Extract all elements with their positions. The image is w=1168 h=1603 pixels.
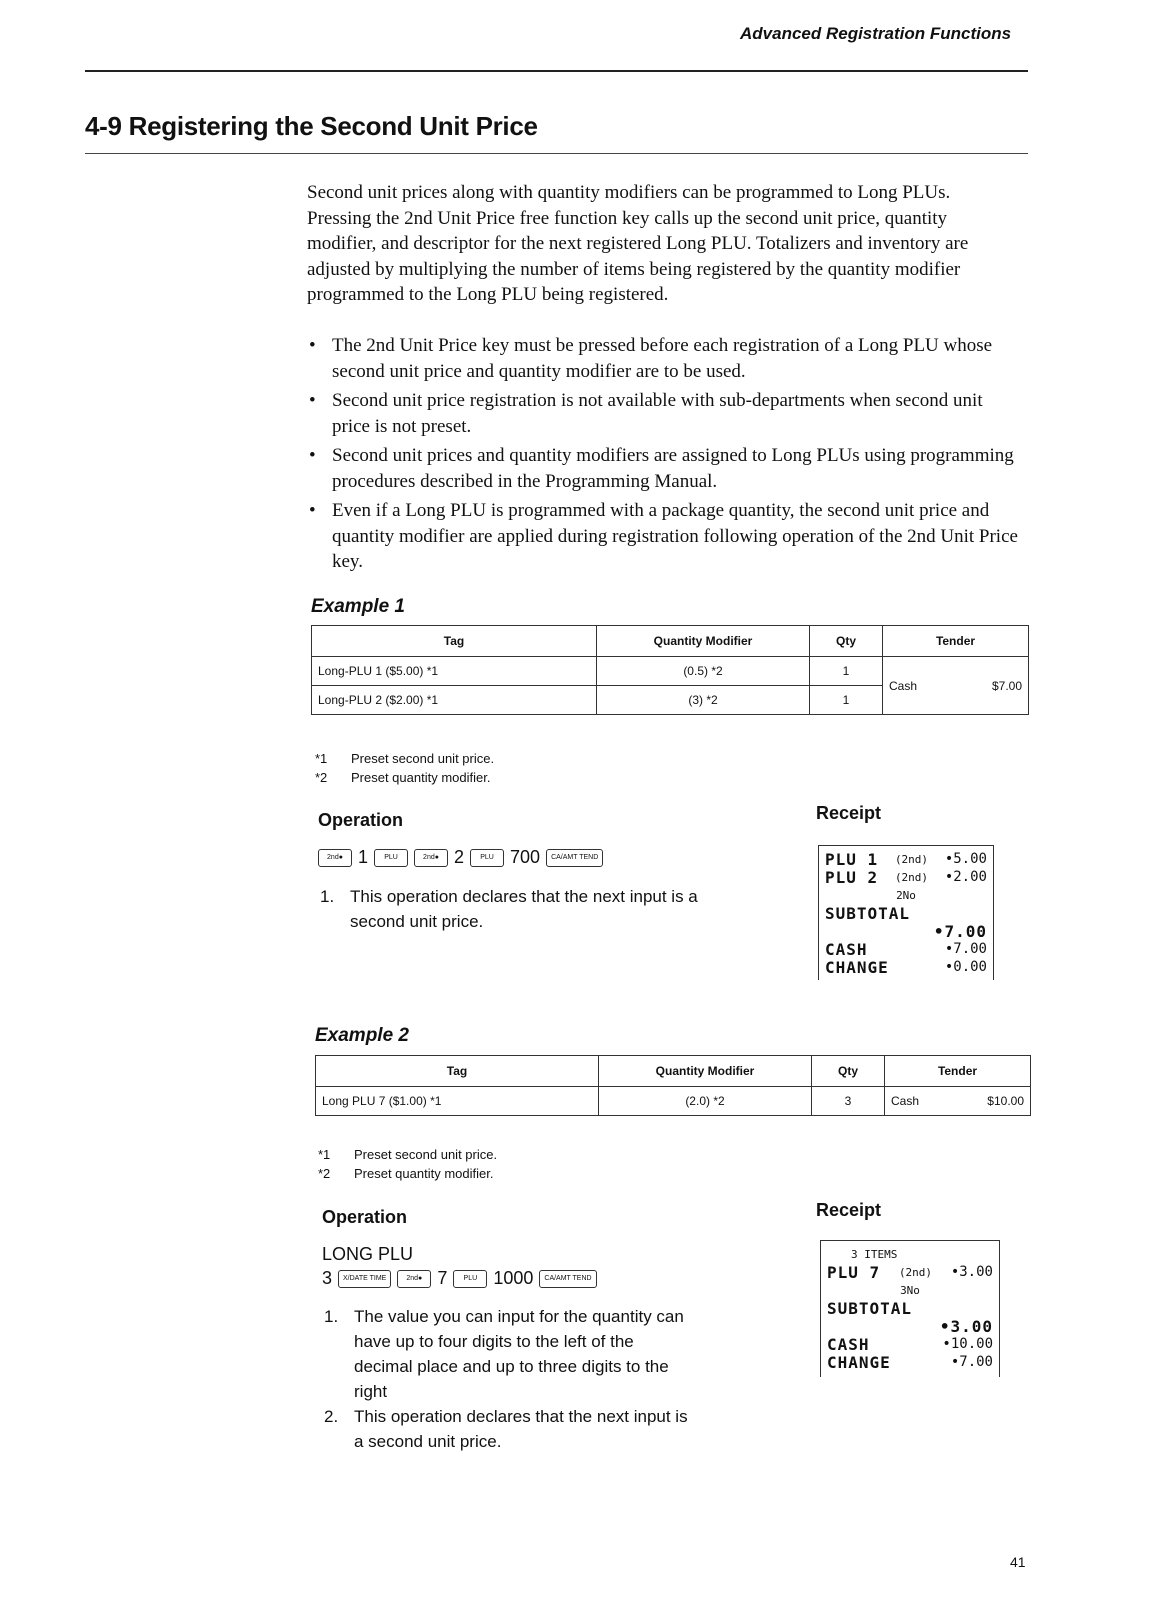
receipt-line: CHANGE •0.00 bbox=[825, 957, 987, 977]
col-quantity-modifier: Quantity Modifier bbox=[599, 1056, 812, 1087]
tender-type: Cash bbox=[889, 678, 918, 693]
receipt-line: SUBTOTAL bbox=[827, 1298, 913, 1318]
quantity-multiply-key: X/DATE TIME bbox=[338, 1270, 391, 1288]
page-number: 41 bbox=[1010, 1554, 1026, 1570]
tender-amount: $7.00 bbox=[991, 678, 1022, 693]
receipt-line: 2No bbox=[896, 888, 916, 902]
cell-tag: Long PLU 7 ($1.00) *1 bbox=[316, 1087, 599, 1116]
example-1-table bbox=[311, 625, 1029, 715]
cell-qm: (0.5) *2 bbox=[597, 657, 810, 686]
tender-type: Cash bbox=[891, 1094, 920, 1108]
second-unit-price-key: 2nd● bbox=[414, 849, 448, 867]
example-2-receipt-label: Receipt bbox=[816, 1200, 882, 1220]
plu-key: PLU bbox=[374, 849, 408, 867]
receipt-line: 3 ITEMS bbox=[851, 1247, 898, 1261]
cash-amount-tendered-key: CA/AMT TEND bbox=[539, 1270, 596, 1288]
example-2-notes bbox=[324, 1304, 694, 1454]
example-2-operation-label: Operation bbox=[322, 1207, 408, 1227]
footnote: *2 Preset quantity modifier. bbox=[315, 770, 491, 785]
receipt-line: CASH •7.00 bbox=[825, 939, 987, 959]
bullet-item: • The 2nd Unit Price key must be pressed before each registration of a Long PLU whose second unit price and quantity modifier are to be used. bbox=[307, 333, 1019, 384]
example-1-footnotes bbox=[315, 749, 494, 787]
example-1-key-sequence: 2nd● 1 PLU 2nd● 2 PLU 700 CA/AMT TEND bbox=[318, 847, 603, 868]
example-1-receipt bbox=[818, 845, 994, 980]
example-2-op-caption: LONG PLU bbox=[322, 1244, 414, 1264]
cash-amount-tendered-key: CA/AMT TEND bbox=[546, 849, 603, 867]
receipt-line: •7.00 bbox=[933, 921, 987, 941]
footnote: *1 Preset second unit price. bbox=[315, 751, 495, 766]
page-title: 4-9 Registering the Second Unit Price bbox=[85, 111, 538, 141]
running-header: Advanced Registration Functions bbox=[740, 24, 1012, 43]
col-tender: Tender bbox=[883, 626, 1029, 657]
example-1-notes bbox=[320, 884, 700, 934]
header-rule bbox=[85, 70, 1028, 72]
second-unit-price-key: 2nd● bbox=[397, 1270, 431, 1288]
bullet-item: • Even if a Long PLU is programmed with a package quantity, the second unit price and quantity modifier are applied during registration following operation of the 2nd Unit Price key. bbox=[307, 498, 1019, 575]
cell-tender bbox=[885, 1087, 1031, 1116]
col-tender: Tender bbox=[885, 1056, 1031, 1087]
example-2-key-sequence: 3 X/DATE TIME 2nd● 7 PLU 1000 CA/AMT TEND bbox=[322, 1268, 597, 1289]
col-qty: Qty bbox=[810, 626, 883, 657]
example-1-label: Example 1 bbox=[311, 596, 405, 617]
cell-tag: Long-PLU 1 ($5.00) *1 bbox=[312, 657, 597, 686]
plu-key: PLU bbox=[470, 849, 504, 867]
col-qty: Qty bbox=[812, 1056, 885, 1087]
note-item: 1. The value you can input for the quantity can have up to four digits to the left of the decimal place and up to three digits to the right bbox=[324, 1307, 684, 1401]
receipt-line: CASH •10.00 bbox=[827, 1334, 993, 1354]
bullet-list bbox=[307, 333, 1019, 579]
note-item: 2. This operation declares that the next input is a second unit price. bbox=[324, 1407, 688, 1451]
example-1-operation-label: Operation bbox=[318, 810, 404, 830]
example-2-footnotes bbox=[318, 1145, 497, 1183]
note-item: 1. This operation declares that the next input is a second unit price. bbox=[320, 887, 698, 931]
intro-paragraph: Second unit prices along with quantity modifiers can be programmed to Long PLUs. Pressing the 2nd Unit Price free function key calls up the second unit price, quantity modifier, and descriptor for the next registered Long PLU. Totalizers and inventory are adjusted by multiplying the number of items being registered by the quantity modifier programmed to the Long PLU being registered. bbox=[307, 182, 969, 305]
example-2-receipt bbox=[820, 1240, 1000, 1377]
footnote: *2 Preset quantity modifier. bbox=[318, 1166, 494, 1181]
col-tag: Tag bbox=[316, 1056, 599, 1087]
bullet-item: • Second unit price registration is not available with sub-departments when second unit price is not preset. bbox=[307, 388, 1019, 439]
receipt-line: 3No bbox=[900, 1283, 920, 1297]
cell-qty: 1 bbox=[810, 657, 883, 686]
bullet-item: • Second unit prices and quantity modifiers are assigned to Long PLUs using programming procedures described in the Programming Manual. bbox=[307, 443, 1019, 494]
example-1-receipt-label: Receipt bbox=[816, 803, 882, 823]
receipt-line: PLU 7 (2nd) •3.00 bbox=[827, 1262, 993, 1282]
table-row bbox=[312, 657, 1029, 686]
cell-qty: 3 bbox=[812, 1087, 885, 1116]
tender-amount: $10.00 bbox=[987, 1094, 1024, 1108]
receipt-line: CHANGE •7.00 bbox=[827, 1352, 993, 1372]
plu-key: PLU bbox=[453, 1270, 487, 1288]
receipt-line: •3.00 bbox=[939, 1316, 993, 1336]
receipt-line: PLU 1 (2nd) •5.00 bbox=[825, 849, 987, 869]
cell-tender bbox=[883, 657, 1029, 715]
example-2-table bbox=[315, 1055, 1031, 1116]
example-2-label: Example 2 bbox=[315, 1025, 409, 1046]
cell-qm: (2.0) *2 bbox=[599, 1087, 812, 1116]
cell-qty: 1 bbox=[810, 686, 883, 715]
cell-tag: Long-PLU 2 ($2.00) *1 bbox=[312, 686, 597, 715]
cell-qm: (3) *2 bbox=[597, 686, 810, 715]
receipt-line: SUBTOTAL bbox=[825, 903, 911, 923]
table-row bbox=[316, 1087, 1031, 1116]
col-quantity-modifier: Quantity Modifier bbox=[597, 626, 810, 657]
title-rule bbox=[85, 153, 1028, 154]
footnote: *1 Preset second unit price. bbox=[318, 1147, 498, 1162]
second-unit-price-key: 2nd● bbox=[318, 849, 352, 867]
col-tag: Tag bbox=[312, 626, 597, 657]
receipt-line: PLU 2 (2nd) •2.00 bbox=[825, 867, 987, 887]
